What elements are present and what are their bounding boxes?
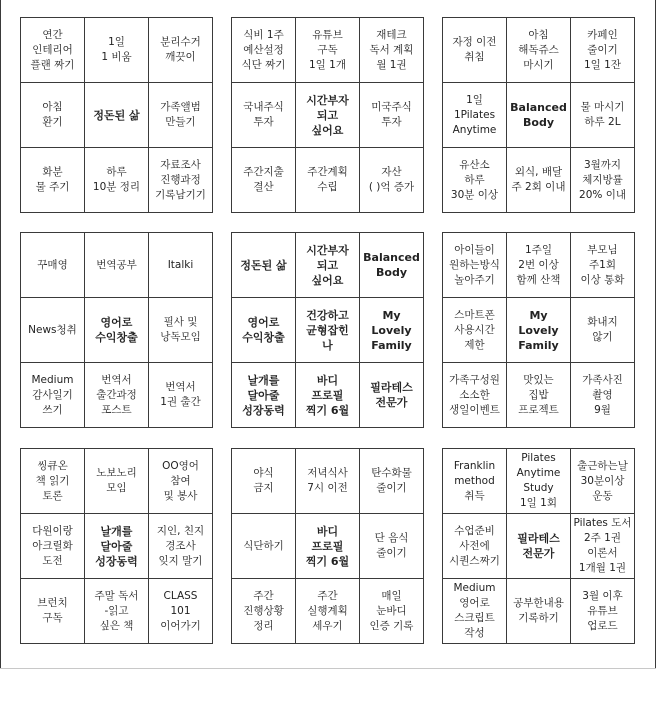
board-6-cell-6: 화내지 않기 <box>571 298 635 363</box>
board-7-cell-1: 씽큐온 책 읽기 토론 <box>21 449 85 514</box>
board-1-cell-6: 가족앨범 만들기 <box>149 83 213 148</box>
board-3-cell-8: 외식, 배달 주 2회 이내 <box>507 148 571 213</box>
board-7-cell-5: 날개를 달아줄 성장동력 <box>85 514 149 579</box>
board-8-cell-6: 단 음식 줄이기 <box>360 514 424 579</box>
board-8-grid <box>231 448 424 644</box>
board-2-grid <box>231 17 424 213</box>
board-6-cell-9: 가족사진 촬영 9월 <box>571 363 635 428</box>
board-6-cell-2: 1주일 2번 이상 함께 산책 <box>507 233 571 298</box>
board-9-cell-1: Franklin method 취득 <box>443 449 507 514</box>
board-5-cell-8: 바디 프로필 찍기 6월 <box>296 363 360 428</box>
board-5-cell-1: 정돈된 삶 <box>232 233 296 298</box>
board-6-cell-5: My Lovely Family <box>507 298 571 363</box>
board-9-cell-2: Pilates Anytime Study 1일 1회 <box>507 449 571 514</box>
board-3-cell-7: 유산소 하루 30분 이상 <box>443 148 507 213</box>
board-2-cell-9: 자산 ( )억 증가 <box>360 148 424 213</box>
board-3-cell-3: 카페인 줄이기 1일 1잔 <box>571 18 635 83</box>
board-6-cell-3: 부모님 주1회 이상 통화 <box>571 233 635 298</box>
board-5-cell-3: Balanced Body <box>360 233 424 298</box>
board-4-cell-9: 번역서 1권 출간 <box>149 363 213 428</box>
board-3-grid <box>442 17 635 213</box>
board-9-grid <box>442 448 635 644</box>
board-3-cell-6: 물 마시기 하루 2L <box>571 83 635 148</box>
board-7-grid <box>20 448 213 644</box>
board-3-cell-4: 1일 1Pilates Anytime <box>443 83 507 148</box>
board-1-cell-9: 자료조사 진행과정 기록남기기 <box>149 148 213 213</box>
board-5-cell-6: My Lovely Family <box>360 298 424 363</box>
board-7-cell-6: 지인, 친지 경조사 잊지 말기 <box>149 514 213 579</box>
board-1-grid <box>20 17 213 213</box>
board-8-cell-1: 야식 금지 <box>232 449 296 514</box>
board-4-cell-5: 영어로 수익창출 <box>85 298 149 363</box>
board-4-cell-1: 꾸매영 <box>21 233 85 298</box>
board-8-cell-5: 바디 프로필 찍기 6월 <box>296 514 360 579</box>
board-1-cell-3: 분리수거 깨끗이 <box>149 18 213 83</box>
board-2-cell-3: 재테크 독서 계획 월 1권 <box>360 18 424 83</box>
board-9-cell-6: Pilates 도서 2주 1권 이론서 1개월 1권 <box>571 514 635 579</box>
sheet-right-border <box>655 0 656 668</box>
board-4-cell-8: 번역서 출간과정 포스트 <box>85 363 149 428</box>
board-1-cell-7: 화분 물 주기 <box>21 148 85 213</box>
board-5-cell-7: 날개를 달아줄 성장동력 <box>232 363 296 428</box>
board-1-cell-8: 하루 10분 정리 <box>85 148 149 213</box>
board-9-cell-3: 출근하는날 30분이상 운동 <box>571 449 635 514</box>
board-4-cell-2: 번역공부 <box>85 233 149 298</box>
board-8-cell-3: 탄수화물 줄이기 <box>360 449 424 514</box>
board-2-cell-6: 미국주식 투자 <box>360 83 424 148</box>
board-8-cell-9: 매일 눈바디 인증 기록 <box>360 579 424 644</box>
board-8-cell-8: 주간 실행계획 세우기 <box>296 579 360 644</box>
board-2-cell-7: 주간지출 결산 <box>232 148 296 213</box>
board-2-cell-4: 국내주식 투자 <box>232 83 296 148</box>
board-7-cell-3: OO영어 참여 및 봉사 <box>149 449 213 514</box>
board-4-cell-6: 필사 및 낭독모임 <box>149 298 213 363</box>
board-2-cell-2: 유튜브 구독 1일 1개 <box>296 18 360 83</box>
board-9-cell-7: Medium 영어로 스크립트 작성 <box>443 579 507 644</box>
board-5-cell-4: 영어로 수익창출 <box>232 298 296 363</box>
board-7-cell-8: 주말 독서 -읽고 싶은 책 <box>85 579 149 644</box>
board-1-cell-4: 아침 환기 <box>21 83 85 148</box>
board-2-cell-5: 시간부자 되고 싶어요 <box>296 83 360 148</box>
board-3-cell-9: 3월까지 체지방률 20% 이내 <box>571 148 635 213</box>
board-5-cell-9: 필라테스 전문가 <box>360 363 424 428</box>
board-4-cell-3: Italki <box>149 233 213 298</box>
board-9-cell-8: 공부한내용 기록하기 <box>507 579 571 644</box>
board-8-cell-7: 주간 진행상황 정리 <box>232 579 296 644</box>
board-6-cell-8: 맛있는 집밥 프로젝트 <box>507 363 571 428</box>
board-8-cell-4: 식단하기 <box>232 514 296 579</box>
board-2-cell-8: 주간계획 수립 <box>296 148 360 213</box>
board-3-cell-5: Balanced Body <box>507 83 571 148</box>
board-6-cell-4: 스마트폰 사용시간 제한 <box>443 298 507 363</box>
board-5-cell-5: 건강하고 균형잡힌 나 <box>296 298 360 363</box>
board-4-cell-4: News청취 <box>21 298 85 363</box>
board-7-cell-9: CLASS 101 이어가기 <box>149 579 213 644</box>
board-4-cell-7: Medium 감사일기 쓰기 <box>21 363 85 428</box>
board-1-cell-2: 1일 1 비움 <box>85 18 149 83</box>
board-9-cell-5: 필라테스 전문가 <box>507 514 571 579</box>
sheet-bottom-border <box>0 668 656 669</box>
board-3-cell-2: 아침 해독쥬스 마시기 <box>507 18 571 83</box>
board-6-cell-7: 가족구성원 소소한 생일이벤트 <box>443 363 507 428</box>
board-2-cell-1: 식비 1주 예산설정 식단 짜기 <box>232 18 296 83</box>
board-5-grid <box>231 232 424 428</box>
board-3-cell-1: 자정 이전 취침 <box>443 18 507 83</box>
board-6-cell-1: 아이들이 원하는방식 놀아주기 <box>443 233 507 298</box>
board-7-cell-2: 노보노리 모임 <box>85 449 149 514</box>
sheet-left-border <box>0 0 1 668</box>
board-1-cell-5: 정돈된 삶 <box>85 83 149 148</box>
board-7-cell-4: 다원이랑 아크릴화 도전 <box>21 514 85 579</box>
board-9-cell-9: 3월 이후 유튜브 업로드 <box>571 579 635 644</box>
board-8-cell-2: 저녁식사 7시 이전 <box>296 449 360 514</box>
board-5-cell-2: 시간부자 되고 싶어요 <box>296 233 360 298</box>
board-4-grid <box>20 232 213 428</box>
board-6-grid <box>442 232 635 428</box>
board-7-cell-7: 브런치 구독 <box>21 579 85 644</box>
board-1-cell-1: 연간 인테리어 플랜 짜기 <box>21 18 85 83</box>
board-9-cell-4: 수업준비 사전에 시퀀스짜기 <box>443 514 507 579</box>
